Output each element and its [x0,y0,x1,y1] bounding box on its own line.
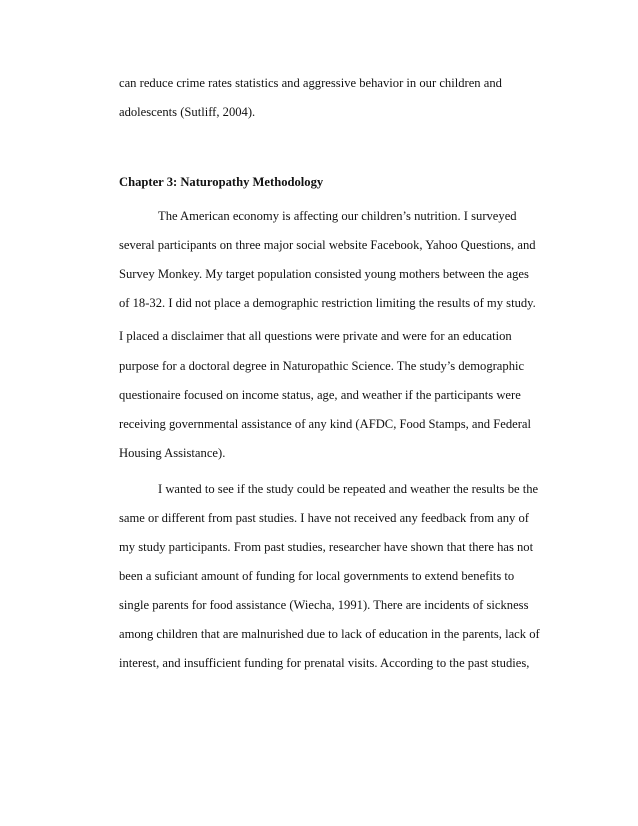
paragraph-line: interest, and insufficient funding for prenatal visits. According to the past studies, [119,656,530,670]
intro-line: can reduce crime rates statistics and aggressive behavior in our children and [119,76,502,90]
paragraph-line: I wanted to see if the study could be repeated and weather the results be the [158,482,539,496]
paragraph-line: my study participants. From past studies, researcher have shown that there has not [119,540,534,554]
paragraph-line: receiving governmental assistance of any kind (AFDC, Food Stamps, and Federal [119,417,532,431]
paragraph-line: several participants on three major social website Facebook, Yahoo Questions, and [119,238,536,252]
paragraph-line: among children that are malnurished due to lack of education in the parents, lack of [119,627,540,641]
paragraph-line: same or different from past studies. I have not received any feedback from any of [119,511,529,525]
paragraph-line: I placed a disclaimer that all questions were private and were for an education [119,329,512,343]
paragraph-line: of 18-32. I did not place a demographic restriction limiting the results of my study. [119,296,536,310]
chapter-heading: Chapter 3: Naturopathy Methodology [119,175,324,189]
paragraph-line: Housing Assistance). [119,446,226,460]
paragraph-line: purpose for a doctoral degree in Naturopathic Science. The study’s demographic [119,359,525,373]
paragraph-line: Survey Monkey. My target population consisted young mothers between the ages [119,267,529,281]
paragraph-line: questionaire focused on income status, age, and weather if the participants were [119,388,521,402]
paragraph-line: been a suficiant amount of funding for local governments to extend benefits to [119,569,515,583]
paragraph-line: single parents for food assistance (Wiecha, 1991). There are incidents of sickness [119,598,529,612]
intro-line: adolescents (Sutliff, 2004). [119,105,256,119]
paragraph-line: The American economy is affecting our children’s nutrition. I surveyed [158,209,517,223]
